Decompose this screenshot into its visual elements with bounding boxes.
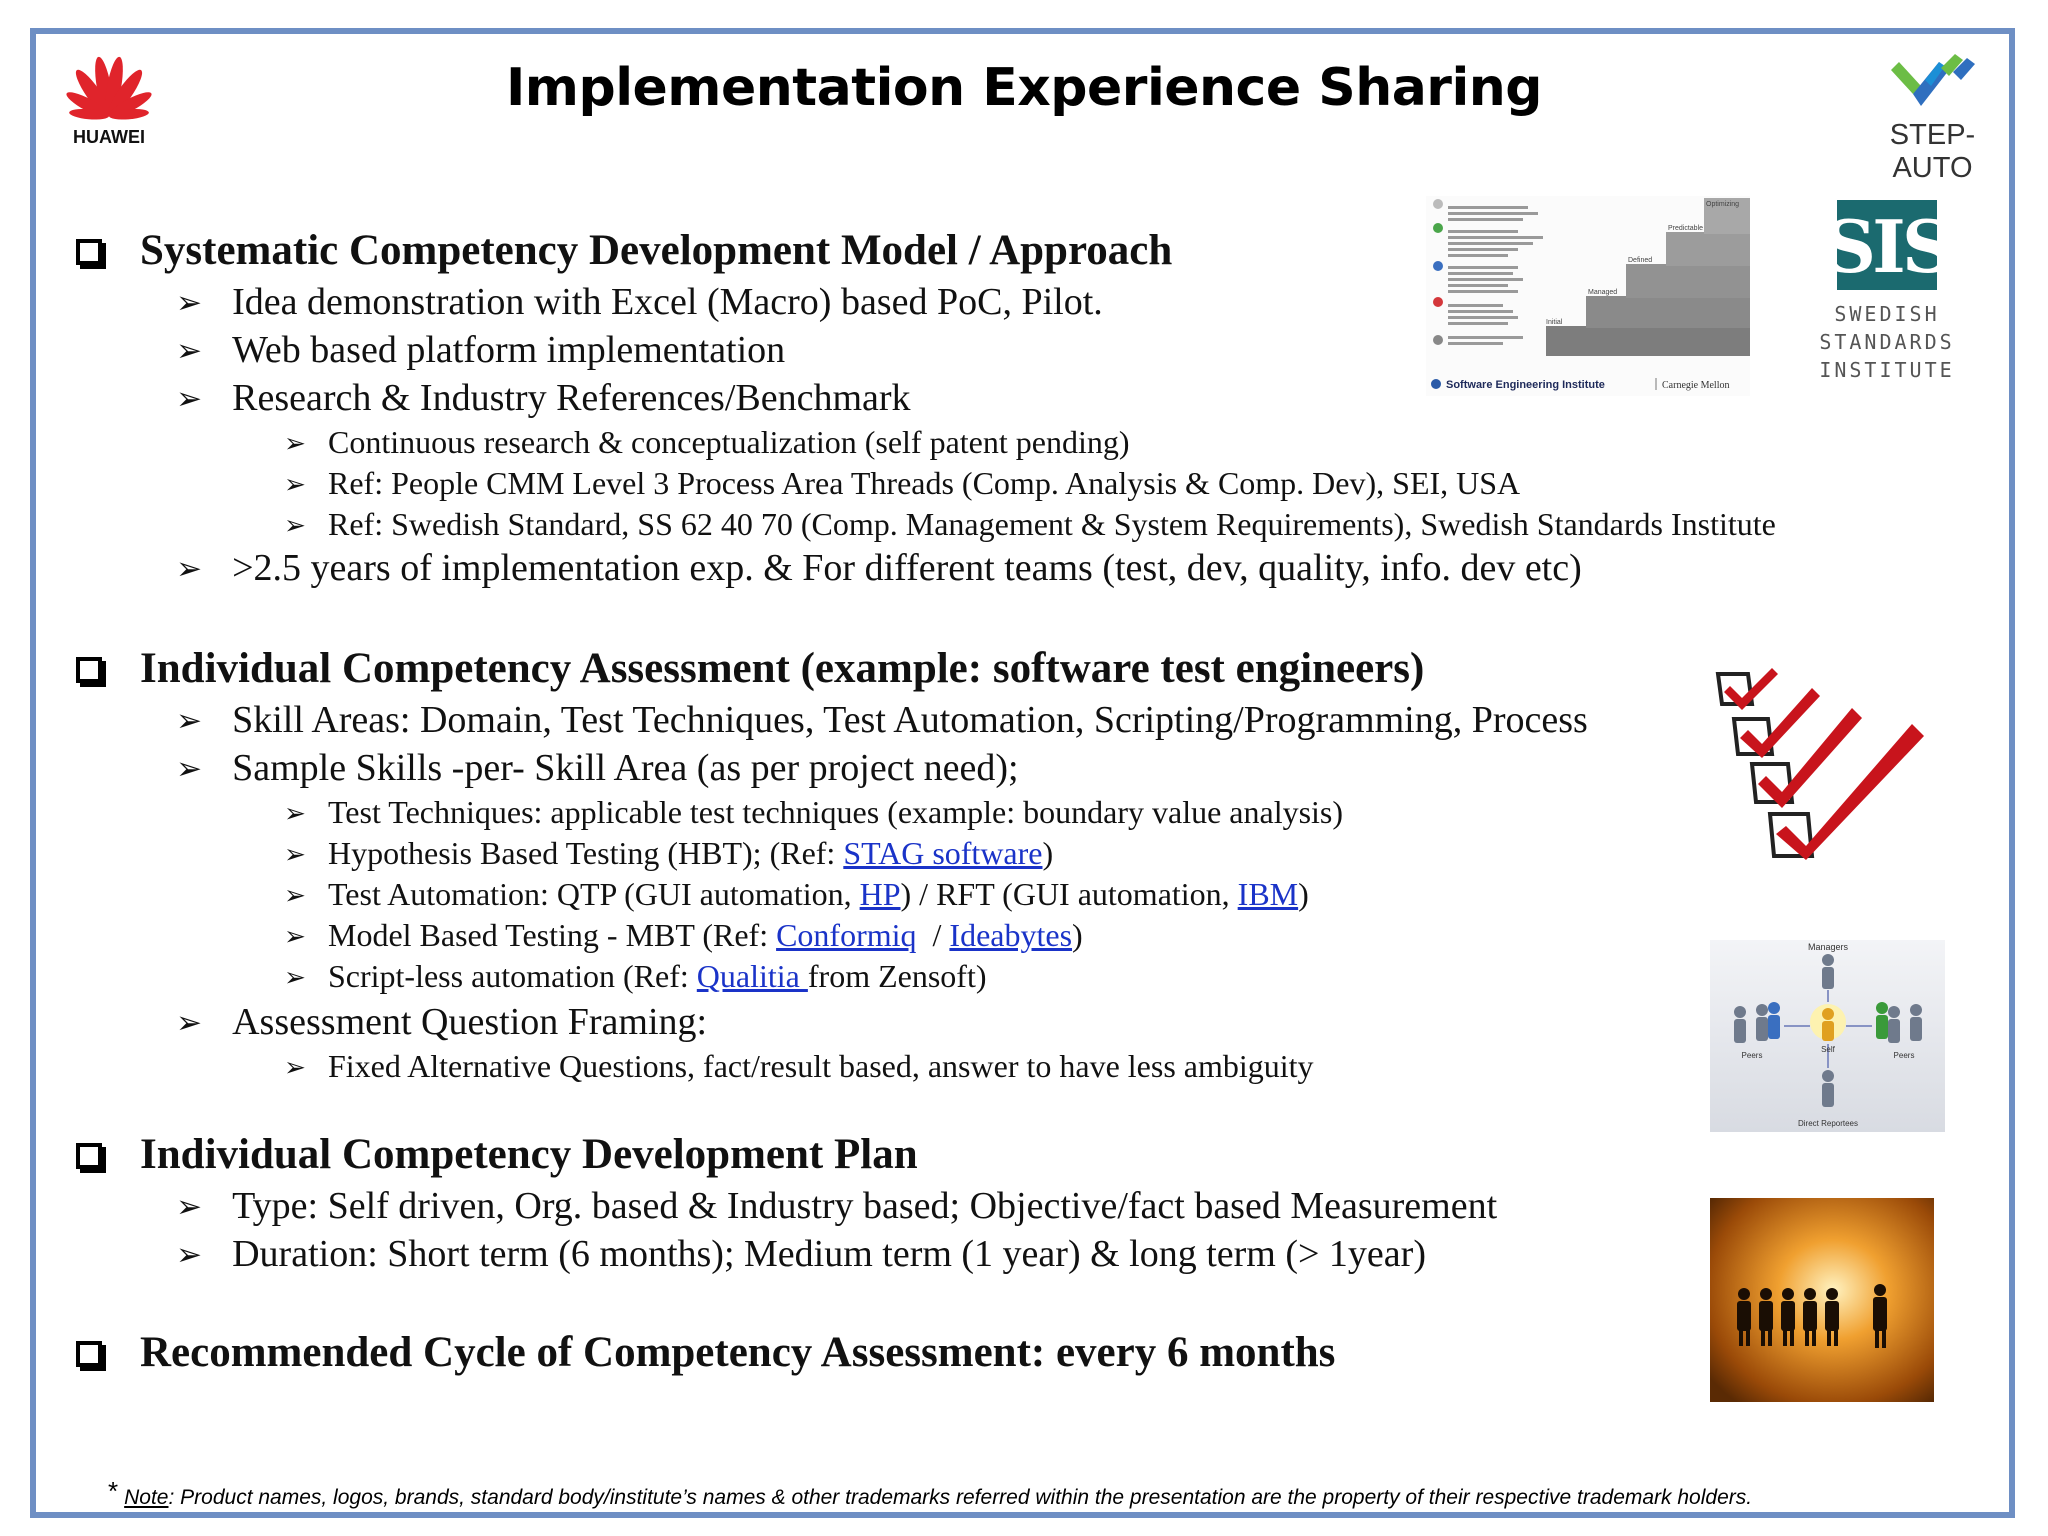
hp-link[interactable]: HP (859, 876, 901, 912)
sub-list-item-text: Ref: Swedish Standard, SS 62 40 70 (Comp. Management & System Requirements), Swedish Standards Institute (327, 506, 1776, 542)
arrow-bullet-icon: ➢ (284, 1053, 306, 1083)
list-item (176, 280, 1103, 324)
sis-logo-icon (1824, 200, 1950, 290)
arrow-bullet-icon: ➢ (176, 1237, 203, 1273)
sub-list-item (284, 835, 1053, 872)
ideabytes-link[interactable]: Ideabytes (949, 917, 1073, 953)
huawei-logo-text: HUAWEI (73, 127, 145, 147)
sub-list-item-text: ) (1298, 876, 1309, 912)
list-item-text: Skill Areas: Domain, Test Techniques, Test Automation, Scripting/Programming, Process (232, 699, 1588, 741)
sub-list-item (284, 506, 1776, 543)
section-heading-model (76, 226, 1172, 275)
svg-text:SIS: SIS (1824, 204, 1950, 289)
sub-list-item-text: Hypothesis Based Testing (HBT); (Ref: (327, 835, 844, 871)
section-heading-text: Individual Competency Development Plan (140, 1131, 918, 1178)
list-item-text: >2.5 years of implementation exp. & For different teams (test, dev, quality, info. dev etc) (232, 547, 1582, 589)
sub-list-item-text: Test Automation: QTP (GUI automation, (327, 876, 860, 912)
arrow-bullet-icon: ➢ (176, 703, 203, 739)
sub-list-item-text: ) (1042, 835, 1054, 871)
sub-list-item-text: Model Based Testing - MBT (Ref: (327, 917, 777, 953)
sub-list-item (284, 424, 1130, 461)
arrow-bullet-icon: ➢ (176, 381, 203, 417)
list-item-text: Sample Skills -per- Skill Area (as per project need); (232, 747, 1019, 789)
list-item-text: Assessment Question Framing: (232, 1001, 708, 1043)
sub-list-item (284, 958, 986, 995)
sub-list-item (284, 794, 1343, 831)
peers-right-label: Peers (1893, 1051, 1915, 1060)
people-network-icon (1710, 940, 1945, 1132)
arrow-bullet-icon: ➢ (176, 1189, 203, 1225)
list-item-text: Duration: Short term (6 months); Medium term (1 year) & long term (> 1year) (232, 1233, 1426, 1275)
checkmarks-icon (1712, 664, 1937, 859)
section-heading-assessment (76, 644, 1424, 693)
page-title: Implementation Experience Sharing (505, 58, 1543, 118)
arrow-bullet-icon: ➢ (176, 285, 203, 321)
conformiq-link[interactable]: Conformiq (776, 917, 917, 953)
arrow-bullet-icon: ➢ (176, 551, 203, 587)
sub-list-item-text: ) / RFT (GUI automation, (900, 876, 1238, 912)
arrow-bullet-icon: ➢ (284, 511, 306, 541)
list-item-text: Web based platform implementation (232, 329, 786, 371)
sis-caption-line: INSTITUTE (1819, 358, 1955, 382)
arrow-bullet-icon: ➢ (284, 429, 306, 459)
trademark-note (108, 1476, 1752, 1510)
sub-list-item-text: Test Techniques: applicable test techniques (example: boundary value analysis) (327, 794, 1344, 830)
arrow-bullet-icon: ➢ (176, 1005, 203, 1041)
list-item (176, 546, 1582, 590)
sub-list-item-text: ) (1072, 917, 1083, 953)
sub-list-item (284, 876, 1309, 913)
checklist-image (1712, 664, 1937, 859)
list-item (176, 328, 785, 372)
checkbox-bullet-icon (76, 1341, 102, 1367)
list-item (176, 746, 1019, 790)
section-heading-cycle (76, 1328, 1335, 1377)
sis-caption-line: STANDARDS (1819, 330, 1955, 354)
arrow-bullet-icon: ➢ (284, 963, 306, 993)
stag-software-link[interactable]: STAG software (843, 835, 1043, 871)
team-silhouettes-icon (1710, 1198, 1934, 1402)
sub-list-item (284, 917, 1083, 954)
sub-list-item (284, 1048, 1314, 1085)
arrow-bullet-icon: ➢ (284, 881, 306, 911)
arrow-bullet-icon: ➢ (176, 751, 203, 787)
asterisk: * (108, 1476, 119, 1506)
sub-list-item-text: Fixed Alternative Questions, fact/result based, answer to have less ambiguity (327, 1048, 1314, 1084)
pcmm-level-defined: Defined (1628, 257, 1653, 264)
sub-list-item-text: Script-less automation (Ref: (327, 958, 697, 994)
section-heading-text: Systematic Competency Development Model / Approach (140, 227, 1173, 274)
pcmm-level-optimizing: Optimizing (1706, 201, 1740, 208)
sub-list-item-text: Continuous research & conceptualization (self patent pending) (327, 424, 1130, 460)
arrow-bullet-icon: ➢ (284, 922, 306, 952)
section-heading-text: Recommended Cycle of Competency Assessment: every 6 months (140, 1329, 1336, 1376)
list-item (176, 698, 1588, 742)
list-item (176, 1000, 707, 1044)
note-label: Note (124, 1486, 169, 1509)
sub-list-item-text: Ref: People CMM Level 3 Process Area Threads (Comp. Analysis & Comp. Dev), SEI, USA (327, 465, 1521, 501)
swedish-standards-institute-logo (1814, 200, 1960, 390)
checkbox-bullet-icon (76, 1143, 102, 1169)
section-heading-text: Individual Competency Assessment (example: software test engineers) (140, 645, 1425, 692)
list-item (176, 1184, 1497, 1228)
sub-list-item-text: from Zensoft) (807, 958, 987, 994)
360-feedback-image (1710, 940, 1945, 1132)
step-auto-logo (1855, 50, 2010, 185)
step-auto-chevron-icon (1883, 50, 1983, 112)
arrow-bullet-icon: ➢ (284, 799, 306, 829)
list-item-text: Idea demonstration with Excel (Macro) based PoC, Pilot. (232, 281, 1103, 323)
carnegie-mellon-label: Carnegie Mellon (1662, 380, 1730, 391)
pcmm-level-initial: Initial (1546, 319, 1563, 326)
checkbox-bullet-icon (76, 239, 102, 265)
arrow-bullet-icon: ➢ (284, 470, 306, 500)
sis-caption-line: SWEDISH (1834, 302, 1940, 326)
sub-list-item (284, 465, 1520, 502)
list-item-text: Research & Industry References/Benchmark (232, 377, 911, 419)
arrow-bullet-icon: ➢ (284, 840, 306, 870)
qualitia-link[interactable]: Qualitia (696, 958, 808, 994)
people-cmm-diagram-image (1426, 196, 1750, 396)
sub-list-item-text: / (916, 917, 950, 953)
list-item (176, 1232, 1426, 1276)
people-cmm-staircase-icon (1426, 196, 1750, 396)
direct-reportees-label: Direct Reportees (1797, 1119, 1859, 1128)
ibm-link[interactable]: IBM (1237, 876, 1299, 912)
list-item-text: Type: Self driven, Org. based & Industry based; Objective/fact based Measurement (232, 1185, 1498, 1227)
arrow-bullet-icon: ➢ (176, 333, 203, 369)
note-text: : Product names, logos, brands, standard body/institute’s names & other trademarks referred within the presentation are the property of their respective trademark holders. (168, 1486, 1753, 1509)
managers-label: Managers (1807, 942, 1849, 952)
step-auto-logo-text: STEP-AUTO (1889, 119, 1976, 184)
sei-label: Software Engineering Institute (1446, 379, 1605, 391)
list-item (176, 376, 911, 420)
peers-left-label: Peers (1741, 1051, 1763, 1060)
section-heading-plan (76, 1130, 918, 1179)
pcmm-level-predictable: Predictable (1668, 225, 1704, 232)
team-silhouette-image (1710, 1198, 1934, 1402)
checkbox-bullet-icon (76, 657, 102, 683)
self-label: Self (1821, 1045, 1835, 1054)
pcmm-level-managed: Managed (1588, 289, 1618, 296)
